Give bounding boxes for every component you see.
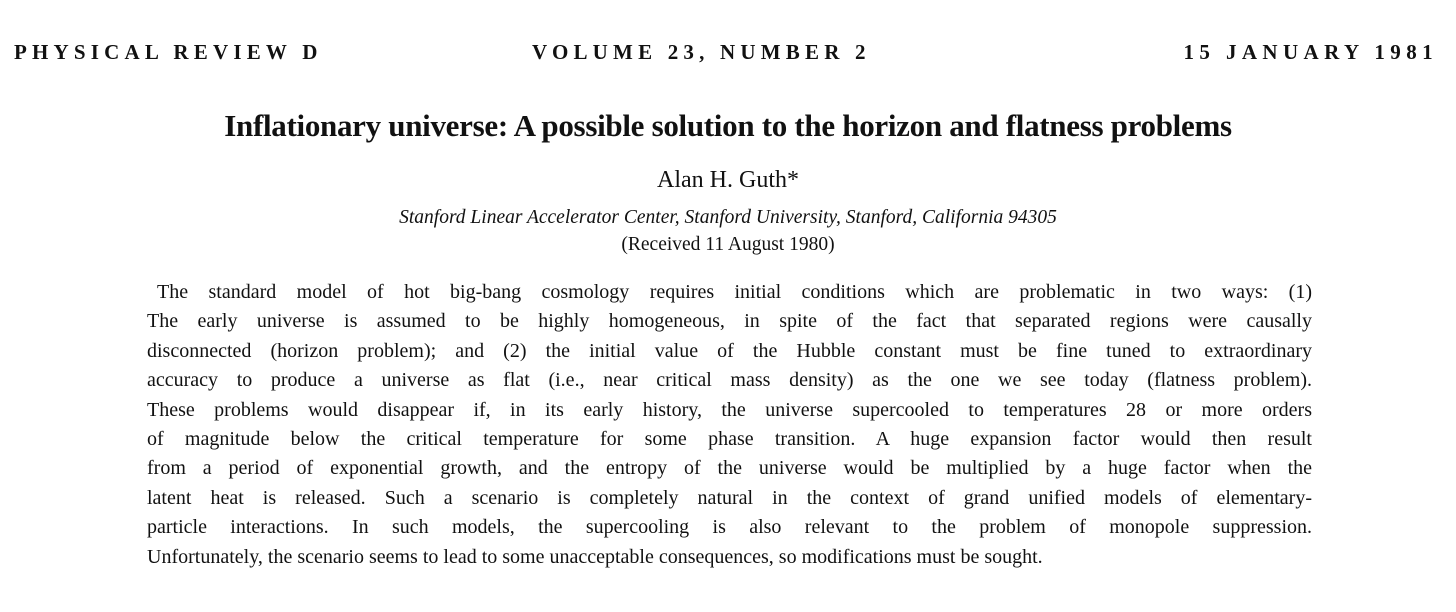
issue-date: 15 JANUARY 1981 (1183, 40, 1438, 64)
author-name: Alan H. Guth* (657, 167, 799, 193)
abstract-line: The early universe is assumed to be highly homogeneous, in spite of the fact that separated regions were causally (147, 310, 1312, 333)
journal-name: PHYSICAL REVIEW D (14, 40, 323, 64)
abstract-line: from a period of exponential growth, and the entropy of the universe would be multiplied by a huge factor when the (147, 457, 1312, 480)
abstract-line: disconnected (horizon problem); and (2) the initial value of the Hubble constant must be fine tuned to extraordinary (147, 339, 1312, 362)
volume-number: VOLUME 23, NUMBER 2 (532, 40, 871, 64)
running-head (0, 40, 1456, 70)
received-date: (Received 11 August 1980) (621, 234, 835, 255)
abstract-line: particle interactions. In such models, the supercooling is also relevant to the problem of monopole suppression. (147, 516, 1312, 539)
abstract (147, 278, 1312, 572)
abstract-line: of magnitude below the critical temperature for some phase transition. A huge expansion factor would then result (147, 427, 1312, 450)
abstract-line: accuracy to produce a universe as flat (i.e., near critical mass density) as the one we see today (flatness problem). (147, 369, 1312, 392)
abstract-line: These problems would disappear if, in its early history, the universe supercooled to temperatures 28 or more orders (147, 398, 1312, 421)
abstract-line: latent heat is released. Such a scenario is completely natural in the context of grand unified models of elementary- (147, 486, 1312, 509)
author-affiliation: Stanford Linear Accelerator Center, Stanford University, Stanford, California 94305 (399, 207, 1057, 228)
abstract-line: Unfortunately, the scenario seems to lead to some unacceptable consequences, so modifications must be sought. (147, 545, 1043, 568)
abstract-line: The standard model of hot big-bang cosmology requires initial conditions which are problematic in two ways: (1) (157, 281, 1312, 303)
paper-title: Inflationary universe: A possible solution to the horizon and flatness problems (224, 108, 1232, 143)
